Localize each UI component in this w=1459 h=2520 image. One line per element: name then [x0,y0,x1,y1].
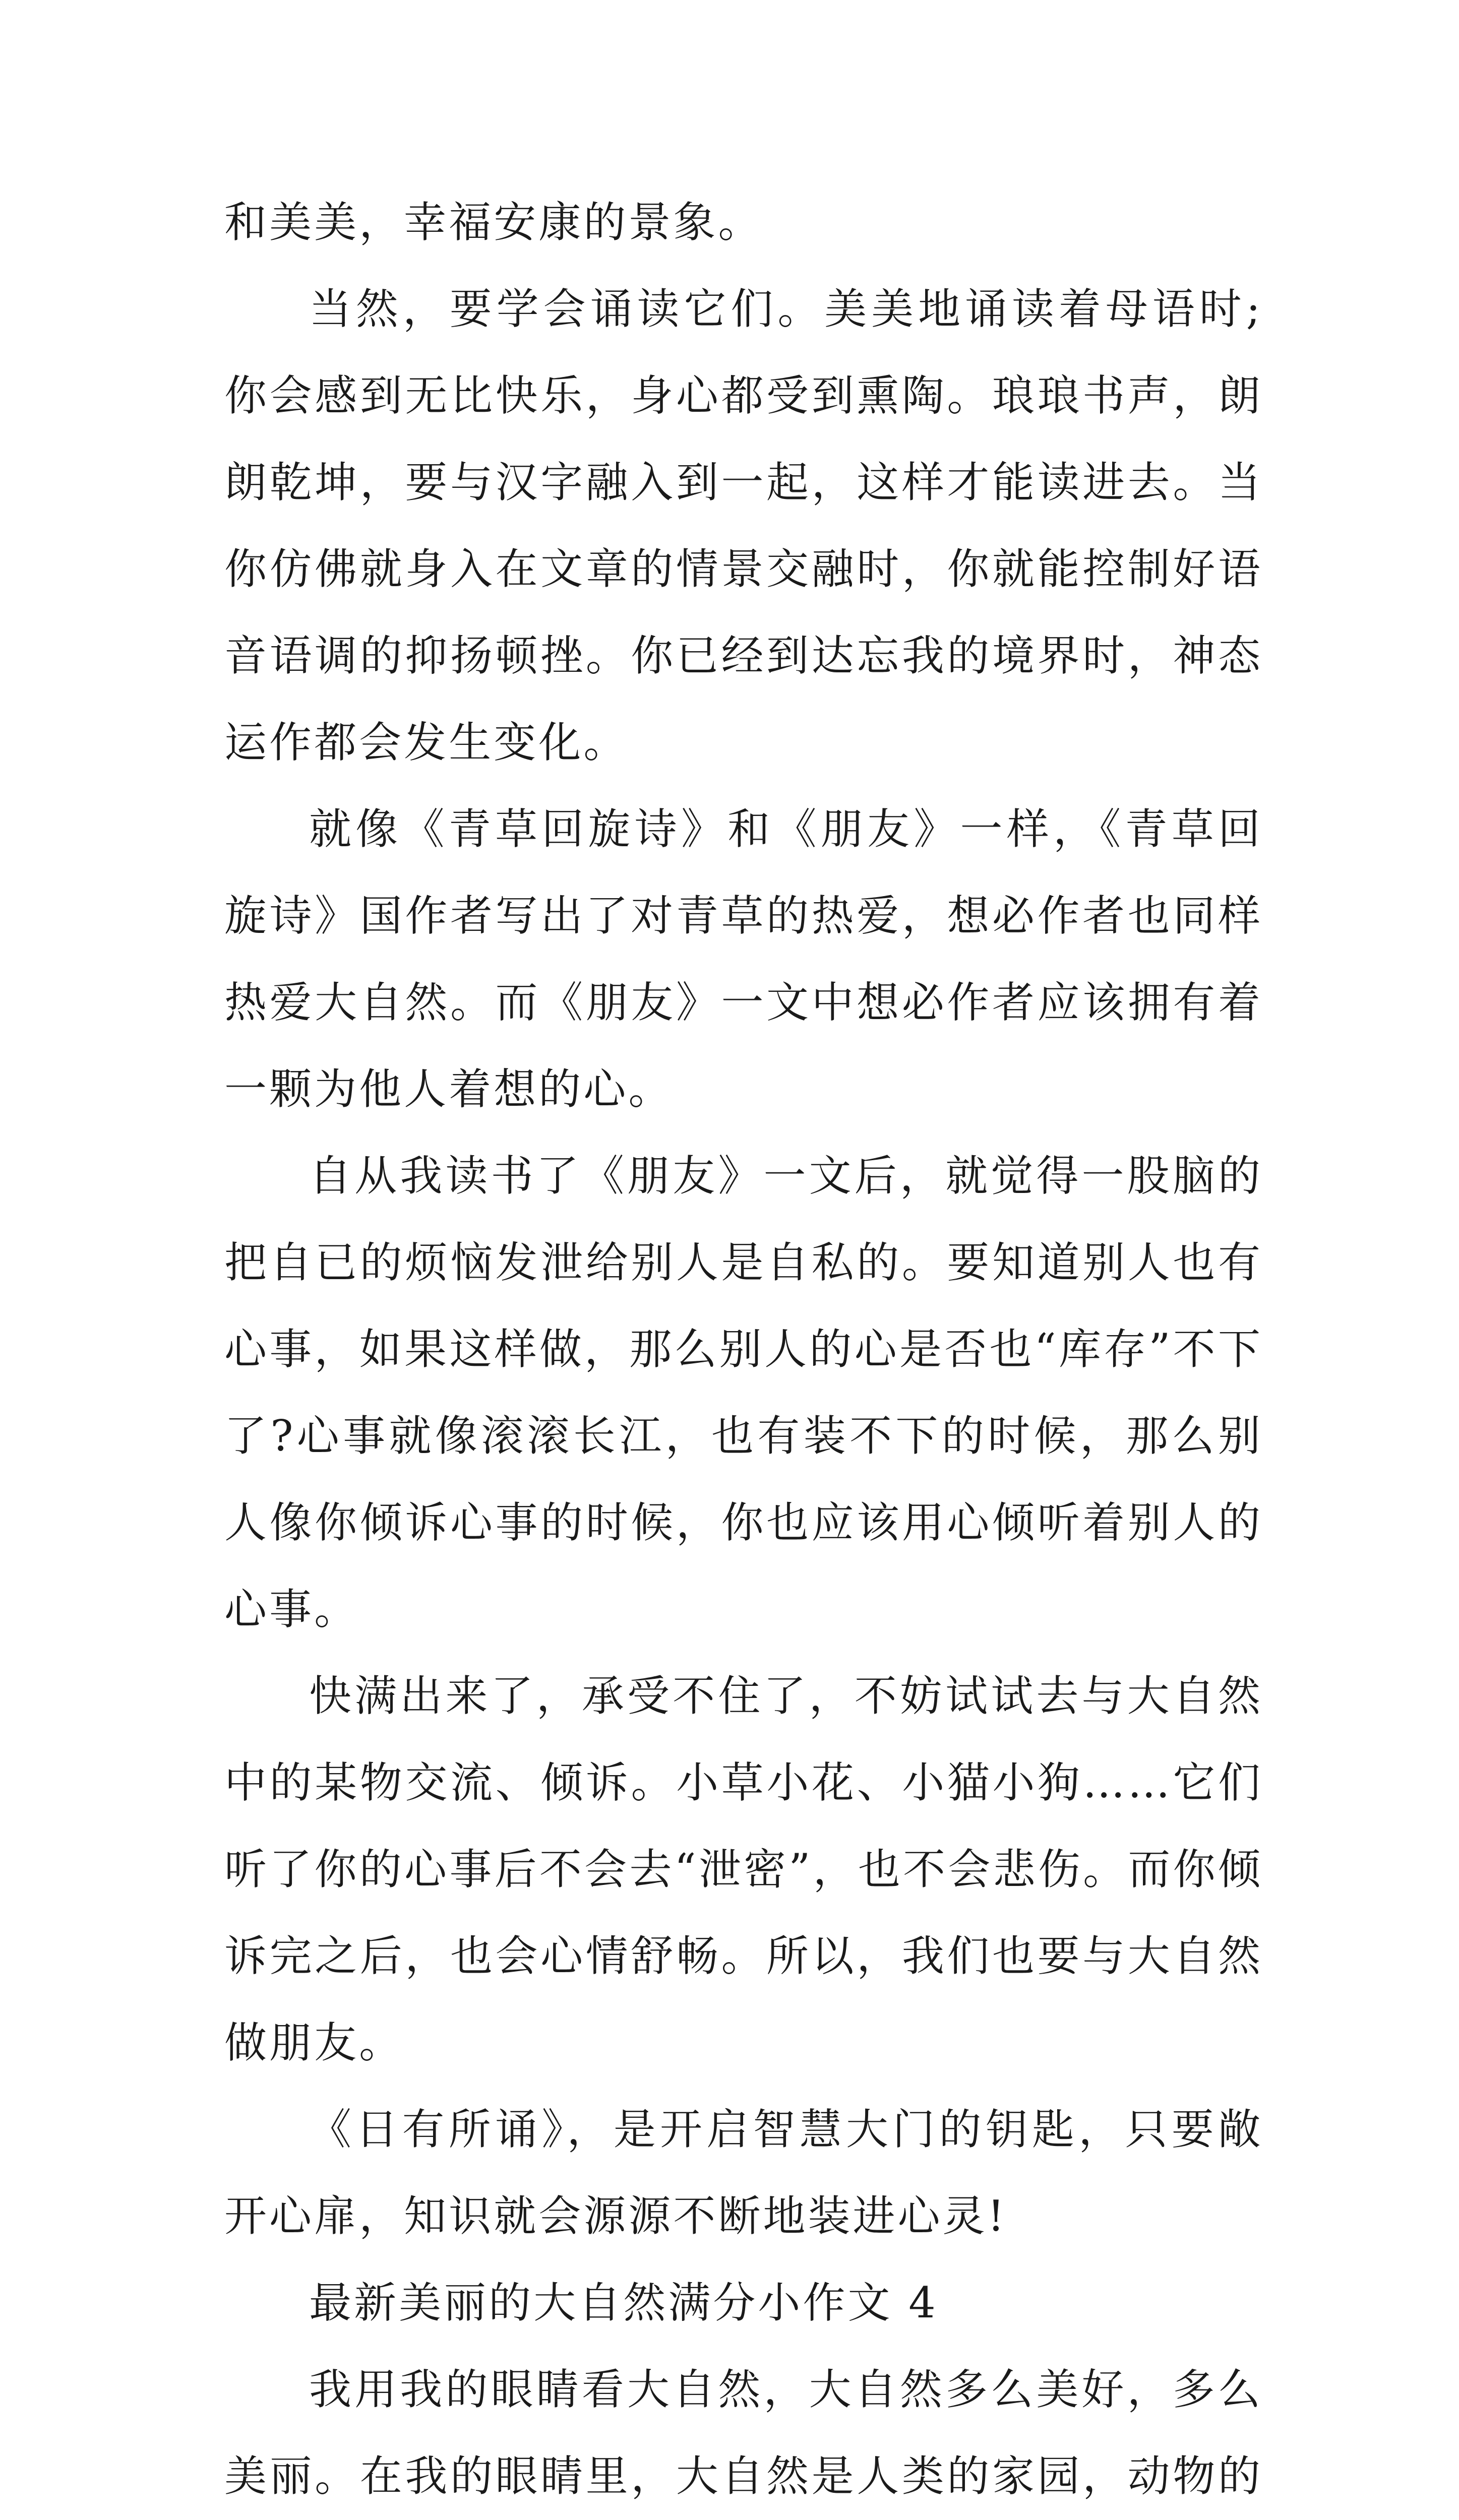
paragraph-key: 《日有所诵》，是开启智慧大门的钥匙，只要敞开心扉，知识就会源源不断地装进心灵! [224,2105,1263,2241]
paragraph-poems: 就像《青草回旋诗》和《朋友》一样，《青草回旋诗》国作者写出了对青草的热爱，想必作者也同样热爱大自然。而《朋友》一文中想必作者应该拥有着一颗为他人着想的心。 [224,804,1263,1114]
document-body [224,179,1263,2520]
paragraph-nature-talk: 快满出来了，承受不住了，不妨试试去与大自然中的某物交流、倾诉。小草小花、小猫小狗……它们听了你的心事后不会去“泄密”，也不会悲伤。而你倾诉完之后，也会心情舒畅。所以，我们也要与大自然做朋友。 [224,1671,1263,2067]
section-heading: 最新美丽的大自然满分小作文 4 [309,2278,938,2327]
paragraph-recitation: 当然，要学会诵读它们。美美地诵读着母语时;你会感到无比快乐，身心都受到熏陶。琅琅书声，朗朗乾坤，要与汉字融入到一起，这样才能读进去。当你仿佛就身入在文章的情景交融时，你就能控制好语音语调的抑扬顿挫。你已经到达忘我的境界时，神态运作都会发生变化。 [224,284,1263,767]
paragraph-continuation: 和美美，幸福安康的景象。 [224,198,763,247]
paragraph-eyes: 我用我的眼睛看大自然，大自然多么美好，多么美丽。在我的眼睛里，大自然是人类的家园，动物的 [224,2365,1263,2501]
paragraph-friend: 自从我读书了《朋友》一文后，就觉得一股脑的把自已的烦恼发泄给别人是自私的。要知道别人也有心事，如果这样做，那么别人的心是否也“库存”不下了?心事就像滚滚长江，也有装不下的时候，那么别人像你倾诉心事的时候，你也应该用心倾听着别人的心事。 [224,1151,1263,1634]
